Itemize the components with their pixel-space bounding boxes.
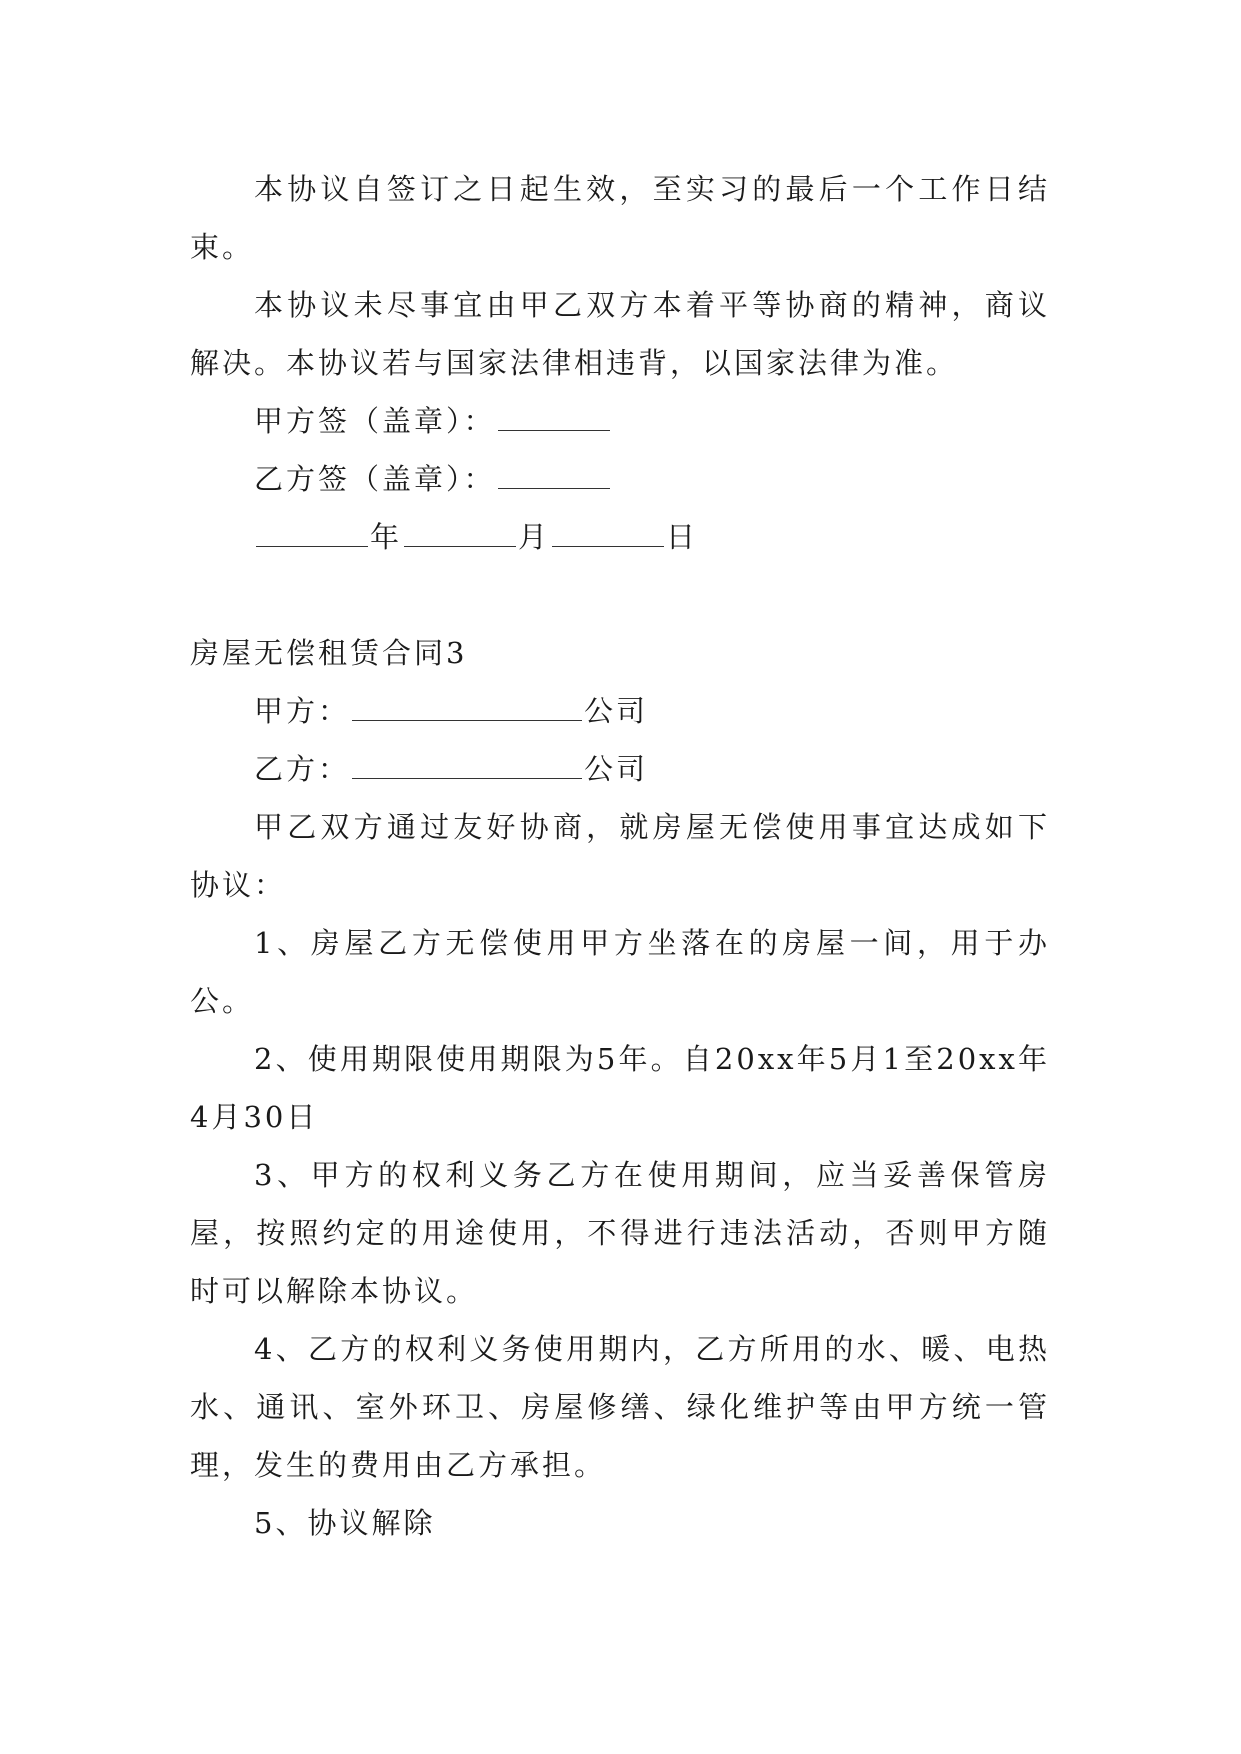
party-b-signature-label: 乙方签（盖章）： [254, 462, 496, 496]
year-blank [256, 524, 368, 547]
clause-2: 2、使用期限使用期限为5年。自20xx年5月1至20xx年4月30日 [190, 1042, 1050, 1134]
day-label: 日 [666, 520, 699, 554]
party-a-suffix: 公司 [584, 694, 649, 728]
clause-5: 5、协议解除 [254, 1506, 436, 1540]
party-a-signature-line [190, 392, 1050, 450]
party-a-label: 甲方： [254, 694, 351, 728]
year-label: 年 [370, 520, 403, 554]
party-a-line [190, 682, 1050, 740]
month-label: 月 [518, 520, 551, 554]
party-b-suffix: 公司 [584, 752, 649, 786]
document-body [190, 160, 1050, 1552]
contract-title: 房屋无偿租赁合同3 [190, 636, 468, 670]
party-b-label: 乙方： [254, 752, 351, 786]
clause-1: 1、房屋乙方无偿使用甲方坐落在的房屋一间，用于办公。 [190, 926, 1050, 1018]
signing-date-line [190, 508, 1050, 566]
intro-paragraph: 甲乙双方通过友好协商，就房屋无偿使用事宜达成如下协议： [190, 810, 1050, 902]
party-a-signature-label: 甲方签（盖章）： [254, 404, 496, 438]
day-blank [552, 524, 664, 547]
effective-clause-paragraph: 本协议自签订之日起生效，至实习的最后一个工作日结束。 [190, 172, 1050, 264]
party-b-line [190, 740, 1050, 798]
party-b-signature-blank [498, 466, 610, 489]
party-a-signature-blank [498, 408, 610, 431]
party-a-name-blank [352, 698, 582, 721]
party-b-signature-line [190, 450, 1050, 508]
month-blank [404, 524, 516, 547]
unresolved-matters-paragraph: 本协议未尽事宜由甲乙双方本着平等协商的精神，商议解决。本协议若与国家法律相违背，以国家法律为准。 [190, 288, 1050, 380]
party-b-name-blank [352, 756, 582, 779]
clause-4: 4、乙方的权利义务使用期内，乙方所用的水、暖、电热水、通讯、室外环卫、房屋修缮、绿化维护等由甲方统一管理，发生的费用由乙方承担。 [190, 1332, 1050, 1482]
clause-3: 3、甲方的权利义务乙方在使用期间，应当妥善保管房屋，按照约定的用途使用，不得进行违法活动，否则甲方随时可以解除本协议。 [190, 1158, 1050, 1308]
